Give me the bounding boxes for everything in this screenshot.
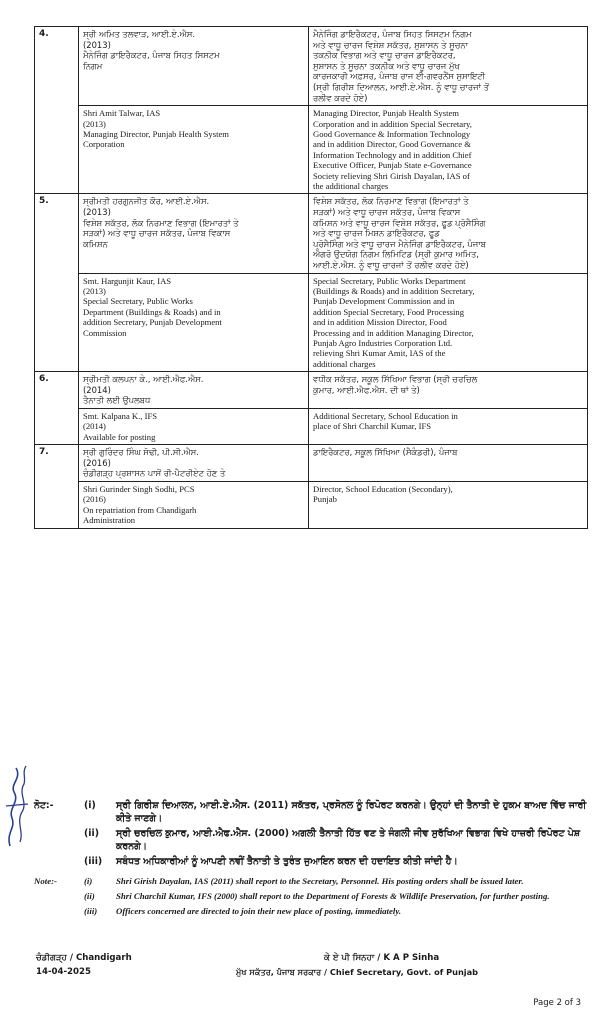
note-text: Officers concerned are directed to join their new place of posting, immediately. [116,905,402,916]
note-marker: (iii) [84,856,103,868]
pa-posting-line: ਵਿਸ਼ੇਸ਼ ਸਕੱਤਰ, ਲੋਕ ਨਿਰਮਾਣ ਵਿਭਾਗ (ਇਮਾਰਤਾਂ ਤੇ [313,196,469,207]
pa-posting-line: ਕਮਿਸ਼ਨ ਅਤੇ ਵਾਧੂ ਚਾਰਜ ਵਿਸ਼ੇਸ਼ ਸਕੱਤਰ, ਫੂਡ ਪ੍ਰੋਸੈਸਿੰਗ [313,217,486,228]
pa-posting-line: ਆਈ.ਏ.ਐਸ. ਨੂੰ ਵਾਧੂ ਚਾਰਜਾਂ ਤੋਂ ਰਲੀਵ ਕਰਦੇ ਹੋਏ) [313,259,469,270]
note-text: Shri Girish Dayalan, IAS (2011) shall report to the Secretary, Personnel. His posting orders shall be issued later. [116,875,524,886]
signatory-name: ਕੇ ਏ ਪੀ ਸਿਨਹਾ / K A P Sinha [324,953,440,963]
pa-posting-line: ਸੜਕਾਂ) ਅਤੇ ਵਾਧੂ ਚਾਰਜ ਸਕੱਤਰ, ਪੰਜਾਬ ਵਿਕਾਸ [313,207,461,217]
en-posting-line: and in addition Mission Director, Food [313,317,447,328]
note-item [34,875,594,887]
table-row-punjabi [35,445,588,482]
pa-officer-line: ਵਿਸ਼ੇਸ਼ ਸਕੱਤਰ, ਲੋਕ ਨਿਰਮਾਣ ਵਿਭਾਗ (ਇਮਾਰਤਾਂ ਤੇ [83,217,239,228]
note-item [34,856,594,869]
en-posting-line: Processing and in addition Managing Director, [313,327,474,338]
pa-officer-line: (2013) [83,207,111,217]
en-posting-line: Corporation and in addition Special Secretary, [313,118,472,129]
officer-cell-punjabi [79,372,309,409]
en-posting-line: addition Special Secretary, Food Processing [313,306,464,317]
en-officer-line: Commission [83,327,127,338]
pa-officer-line: ਸ੍ਰੀਮਤੀ ਹਰਗੁਨਜੀਤ ਕੌਰ, ਆਈ.ਏ.ਐਸ. [83,196,210,207]
pa-posting-line: ਕੁਮਾਰ, ਆਈ.ਐਫ.ਐਸ. ਦੀ ਥਾਂ ਤੇ) [313,384,420,395]
pa-posting-line: ਵਧੀਕ ਸਕੱਤਰ, ਸਕੂਲ ਸਿੱਖਿਆ ਵਿਭਾਗ (ਸ੍ਰੀ ਚਰਚਿਲ [313,374,478,385]
en-officer-line: Smt. Kalpana K., IFS [83,411,157,421]
en-posting-line: relieving Shri Kumar Amit, IAS of the [313,348,446,359]
pa-posting-line: ਡਾਇਰੈਕਟਰ, ਸਕੂਲ ਸਿੱਖਿਆ (ਸੈਕੰਡਰੀ), ਪੰਜਾਬ [313,447,458,458]
posting-cell-english [309,482,588,529]
note-item [34,905,594,917]
en-posting-line: Special Secretary, Public Works Department [313,275,466,286]
officer-cell-punjabi [79,194,309,273]
officer-cell-punjabi [79,27,309,106]
en-posting-line: and in addition Director, Good Governance & [313,139,471,150]
pa-officer-line: ਤੈਨਾਤੀ ਲਈ ਉਪਲਬਧ [83,395,151,406]
note-label: Note:- [34,875,57,886]
note-marker: (i) [84,875,93,886]
en-officer-line: Administration [83,515,136,526]
posting-cell-punjabi [309,445,588,482]
en-officer-line: Managing Director, Punjab Health System [83,128,229,139]
en-posting-line: (Buildings & Roads) and in addition Secretary, [313,285,475,296]
note-item [34,890,594,902]
en-officer-line: (2013) [83,118,106,129]
en-officer-line: Special Secretary, Public Works [83,296,193,307]
en-posting-line: Punjab Development Commission and in [313,296,455,307]
en-posting-line: additional charges [313,358,376,369]
pa-posting-line: ਅਤੇ ਵਾਧੂ ਚਾਰਜ ਵਿਸ਼ੇਸ਼ ਸਕੱਤਰ, ਸੁਸ਼ਾਸਨ ਤੇ ਸੂਚਨਾ [313,39,468,50]
table-row-english [35,409,588,445]
pa-posting-line: ਪ੍ਰੋਸੈਸਿੰਗ ਅਤੇ ਵਾਧੂ ਚਾਰਜ ਮੈਨੇਜਿੰਗ ਡਾਇਰੈਕਟਰ, ਪੰਜਾਬ [313,238,486,249]
note-text: Shri Charchil Kumar, IFS (2000) shall report to the Department of Forests & Wildlife Preservation, for further posting. [116,890,550,901]
posting-cell-english [309,273,588,372]
note-marker: (ii) [84,890,95,901]
posting-orders-table [34,26,588,529]
pa-posting-line: ਤਕਨੀਕ ਵਿਭਾਗ ਅਤੇ ਵਾਧੂ ਚਾਰਜ ਡਾਇਰੈਕਟਰ, [313,50,456,61]
en-officer-line: On repatriation from Chandigarh [83,504,197,515]
posting-cell-punjabi [309,27,588,106]
pa-officer-line: (2013) [83,39,111,50]
table-row-english [35,273,588,372]
serial-number: 4. [35,27,79,194]
pa-officer-line: ਮੈਨੇਜਿੰਗ ਡਾਇਰੈਕਟਰ, ਪੰਜਾਬ ਸਿਹਤ ਸਿਸਟਮ [83,50,220,61]
pa-officer-line: ਨਿਗਮ [83,60,103,71]
notes-punjabi [34,800,594,869]
pa-posting-line: ਅਤੇ ਵਾਧੂ ਚਾਰਜ ਮਿਸ਼ਨ ਡਾਇਰੈਕਟਰ, ਫੂਡ [313,228,440,239]
serial-number: 5. [35,194,79,372]
note-item [34,800,594,825]
pa-posting-line: ਮੈਨੇਜਿੰਗ ਡਾਇਰੈਕਟਰ, ਪੰਜਾਬ ਸਿਹਤ ਸਿਸਟਮ ਨਿਗਮ [313,29,472,39]
table-row-english [35,106,588,194]
note-label: ਨੋਟ:- [34,800,54,811]
en-posting-line: Punjab [313,494,337,505]
en-posting-line: Punjab Agro Industries Corporation Ltd. [313,338,453,348]
pa-posting-line: (ਸ੍ਰੀ ਗਿਰੀਸ਼ ਦਿਆਲਨ, ਆਈ.ਏ.ਐਸ. ਨੂੰ ਵਾਧੂ ਚਾਰਜਾਂ ਤੋਂ [313,81,489,92]
pa-officer-line: ਸ੍ਰੀਮਤੀ ਕਲਪਨਾ ਕੇ., ਆਈ.ਐਫ.ਐਸ. [83,374,204,385]
en-posting-line: place of Shri Charchil Kumar, IFS [313,421,432,432]
note-text: ਸਬੰਧਤ ਅਧਿਕਾਰੀਆਂ ਨੂੰ ਆਪਣੀ ਨਵੀਂ ਤੈਨਾਤੀ ਤੇ ਤੁਰੰਤ ਜੁਆਇਨ ਕਰਨ ਦੀ ਹਦਾਇਤ ਕੀਤੀ ਜਾਂਦੀ ਹੈ। [116,856,458,868]
notes-english [34,875,594,917]
en-officer-line: Corporation [83,139,125,150]
en-officer-line: (2016) [83,494,106,505]
serial-number: 6. [35,372,79,445]
en-posting-line: Executive Officer, Punjab State e-Governance [313,160,472,171]
pa-officer-line: ਚੰਡੀਗੜ੍ਹ ਪ੍ਰਸ਼ਾਸਨ ਪਾਸੋਂ ਰੀ-ਪੈਟਰੀਏਟ ਹੋਣ ਤੇ [83,468,226,479]
pa-officer-line: ਕਮਿਸ਼ਨ [83,238,108,249]
posting-cell-punjabi [309,372,588,409]
en-posting-line: Additional Secretary, School Education in [313,411,458,421]
en-posting-line: Good Governance & Information Technology [313,128,471,139]
en-officer-line: Department (Buildings & Roads) and in [83,306,221,317]
table-row-punjabi [35,372,588,409]
en-officer-line: (2014) [83,421,106,432]
note-text: ਸ੍ਰੀ ਗਿਰੀਸ਼ ਦਿਆਲਨ, ਆਈ.ਏ.ਐਸ. (2011) ਸਕੱਤਰ, ਪ੍ਰਸੋਨਲ ਨੂੰ ਰਿਪੋਰਟ ਕਰਨਗੇ। ਉਨ੍ਹਾਂ ਦੀ ਤੈਨਾਤੀ ਦੇ ਹੁਕਮ ਬਾਅਦ ਵਿੱਚ ਜਾਰੀ ਕੀਤੇ ਜਾਣਗੇ। [116,800,587,824]
pa-officer-line: ਸ੍ਰੀ ਗੁਰਿੰਦਰ ਸਿੰਘ ਸੋਢੀ, ਪੀ.ਸੀ.ਐਸ. [83,447,199,458]
officer-cell-punjabi [79,445,309,482]
initials-stamp [2,762,32,850]
pa-officer-line: (2016) [83,457,111,468]
table-row-punjabi [35,194,588,273]
posting-cell-english [309,106,588,194]
note-marker: (i) [84,800,96,811]
note-marker: (ii) [84,828,99,840]
en-officer-line: Shri Amit Talwar, IAS [83,108,161,119]
en-officer-line: addition Secretary, Punjab Development [83,317,222,328]
en-posting-line: the additional charges [313,181,389,191]
en-posting-line: Society relieving Shri Girish Dayalan, IAS of [313,170,470,181]
pa-posting-line: ਸੁਸ਼ਾਸਨ ਤੇ ਸੂਚਨਾ ਤਕਨੀਕ ਅਤੇ ਵਾਧੂ ਚਾਰਜ ਮੁੱਖ [313,60,460,71]
en-officer-line: (2013) [83,285,106,296]
note-text: ਸ੍ਰੀ ਚਰਚਿਲ ਕੁਮਾਰ, ਆਈ.ਐਫ.ਐਸ. (2000) ਅਗਲੀ ਤੈਨਾਤੀ ਹਿੱਤ ਵਣ ਤੇ ਜੰਗਲੀ ਜੀਵ ਸੁਰੱਖਿਆ ਵਿਭਾਗ ਵਿਖੇ ਹਾਜ਼ਰੀ ਰਿਪੋਰਟ ਪੇਸ਼ ਕਰਨਗੇ। [116,828,581,852]
page-number: Page 2 of 3 [533,998,581,1008]
officer-cell-english [79,106,309,194]
pa-posting-line: ਰਲੀਵ ਕਰਦੇ ਹੋਏ) [313,92,368,103]
officer-cell-english [79,409,309,445]
signatory-title: ਮੁੱਖ ਸਕੱਤਰ, ਪੰਜਾਬ ਸਰਕਾਰ / Chief Secretary, Govt. of Punjab [236,967,478,977]
officer-cell-english [79,482,309,529]
serial-number: 7. [35,445,79,528]
posting-cell-english [309,409,588,445]
pa-officer-line: ਸੜਕਾਂ) ਅਤੇ ਵਾਧੂ ਚਾਰਜ ਸਕੱਤਰ, ਪੰਜਾਬ ਵਿਕਾਸ [83,228,231,239]
en-posting-line: Managing Director, Punjab Health System [313,108,459,119]
posting-cell-punjabi [309,194,588,273]
pa-officer-line: ਸ੍ਰੀ ਅਮਿਤ ਤਲਵਾੜ, ਆਈ.ਏ.ਐਸ. [83,29,196,39]
note-marker: (iii) [84,905,98,916]
officer-cell-english [79,273,309,372]
note-item [34,828,594,853]
pa-posting-line: ਐਗਰੋ ਉਦਯੋਗ ਨਿਗਮ ਲਿਮਿਟਿਡ (ਸ੍ਰੀ ਕੁਮਾਰ ਅਮਿਤ, [313,249,479,260]
date-label: 14-04-2025 [36,967,91,977]
en-posting-line: Information Technology and in addition Chief [313,149,472,160]
en-posting-line: Director, School Education (Secondary), [313,484,453,494]
pa-officer-line: (2014) [83,384,111,395]
place-label: ਚੰਡੀਗੜ੍ਹ / Chandigarh [36,953,132,963]
pa-posting-line: ਕਾਰਜਕਾਰੀ ਅਫ਼ਸਰ, ਪੰਜਾਬ ਰਾਜ ਈ-ਗਵਰਨੈਂਸ ਸੁਸਾਇਟੀ [313,71,486,82]
en-officer-line: Smt. Hargunjit Kaur, IAS [83,275,172,286]
notes-section [34,800,594,920]
en-officer-line: Available for posting [83,431,156,442]
table-row-english [35,482,588,529]
table-row-punjabi [35,27,588,106]
en-officer-line: Shri Gurinder Singh Sodhi, PCS [83,484,195,494]
